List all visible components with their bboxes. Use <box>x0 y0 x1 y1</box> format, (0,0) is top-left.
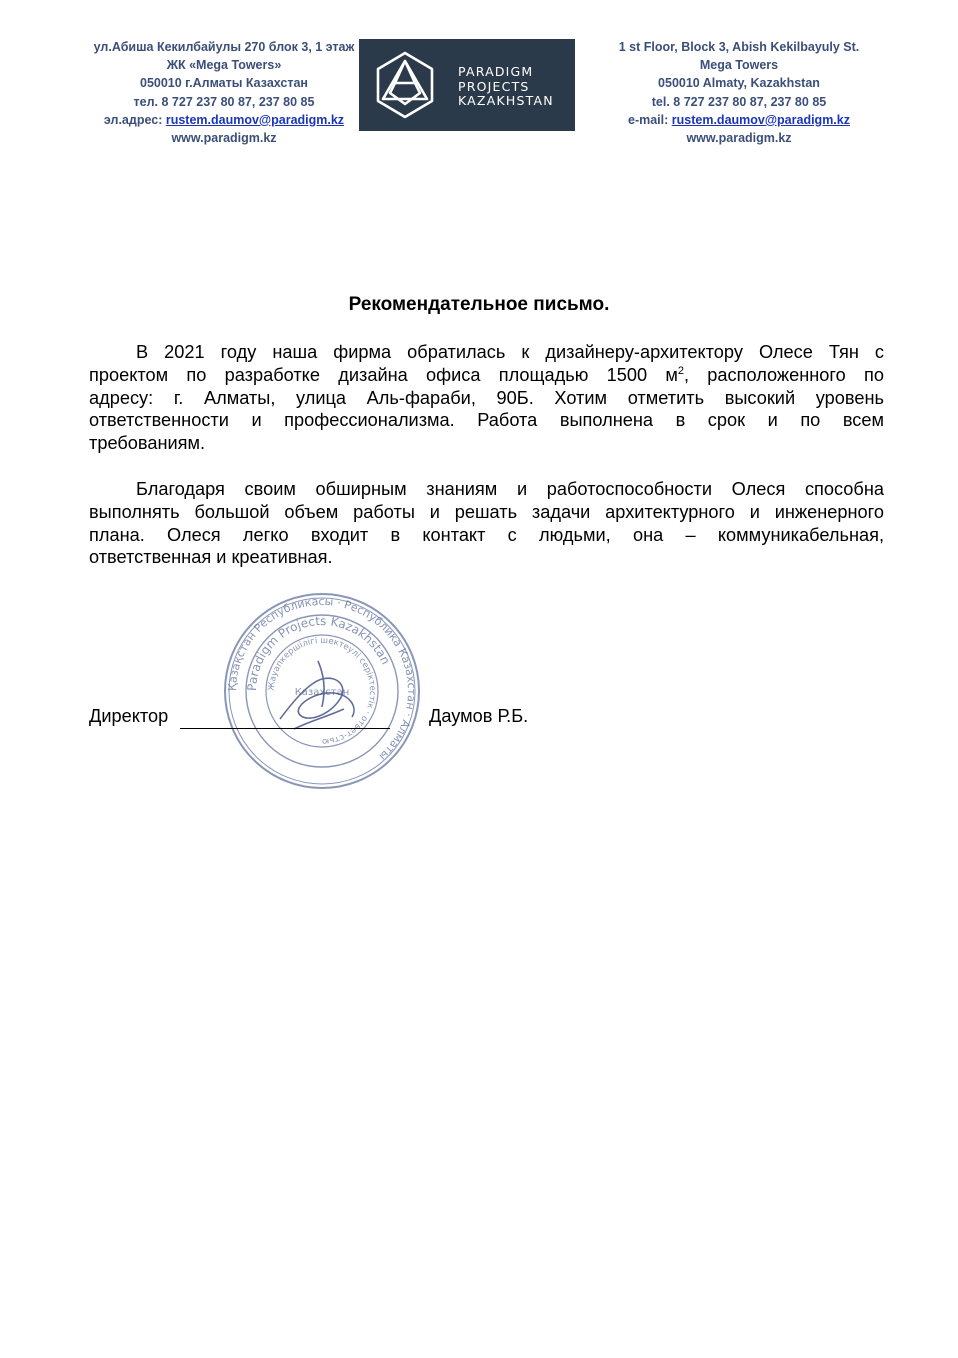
address-building: ЖК «Mega Towers» <box>166 58 282 73</box>
address-email-line <box>48 111 400 129</box>
paragraph-line: В 2021 году наша фирма обратилась к дизайнеру-архитектору Олесе Тян с <box>136 342 884 362</box>
address-building: Mega Towers <box>699 58 779 73</box>
signature-line <box>180 728 390 729</box>
header-address-ru <box>48 38 400 147</box>
signature-role: Директор <box>89 706 169 726</box>
seal-center-text: Казахстан <box>294 687 350 698</box>
address-phone: tel. 8 727 237 80 87, 237 80 85 <box>651 94 827 109</box>
paragraph-2 <box>89 478 884 569</box>
email-label: e-mail: <box>628 112 669 127</box>
paragraph-line: Благодаря своим обширным знаниям и работоспособности Олеся способна <box>136 479 884 499</box>
company-logo <box>359 39 575 131</box>
logo-wordmark <box>458 65 554 109</box>
signatory-name: Даумов Р.Б. <box>429 706 529 726</box>
address-street: ул.Абиша Кекилбайулы 270 блок 3, 1 этаж <box>93 40 355 54</box>
paragraph-line: плана. Олеся легко входит в контакт с людьми, она – коммуникабельная, <box>89 524 884 545</box>
address-street: 1 st Floor, Block 3, Abish Kekilbayuly St. <box>618 40 860 54</box>
paragraph-line <box>89 364 884 387</box>
logo-line-1: PARADIGM <box>458 64 534 79</box>
logo-line-2: PROJECTS <box>458 78 530 94</box>
address-city: 050010 г.Алматы Казахстан <box>140 76 308 91</box>
paragraph-line: ответственности и профессионализма. Работа выполнена в срок и по всем <box>89 410 884 431</box>
seal-inner-text: Жауапкершілігі шектеулі серіктестік · ответ-стью <box>266 635 378 747</box>
paragraph-1 <box>89 341 884 455</box>
text-part: , расположенного по <box>683 364 884 385</box>
website: www.paradigm.kz <box>686 131 792 146</box>
seal-outer-text: Қазақстан Республикасы · Республика Казахстан · Алматы <box>225 594 419 764</box>
text-part: проектом по разработке дизайна офиса площадью 1500 м <box>89 364 678 385</box>
paragraph-line: адресу: г. Алматы, улица Аль-фараби, 90Б. Хотим отметить высокий уровень <box>89 387 884 408</box>
address-phone: тел. 8 727 237 80 87, 237 80 85 <box>133 94 315 109</box>
letter-title: Рекомендательное письмо. <box>348 294 610 315</box>
email-link[interactable]: rustem.daumov@paradigm.kz <box>671 112 850 127</box>
header-address-en <box>560 38 918 147</box>
paragraph-line: ответственная и креативная. <box>89 547 333 568</box>
company-seal <box>222 591 422 791</box>
paragraph-line: требованиям. <box>89 433 206 454</box>
website: www.paradigm.kz <box>171 131 277 146</box>
superscript: 2 <box>677 364 684 377</box>
logo-polyhedron-icon <box>369 49 441 121</box>
paragraph-line: выполнять большой объем работы и решать задачи архитектурного и инженерного <box>89 501 884 522</box>
seal-middle-text: Paradigm Projects Kazakhstan <box>244 613 393 692</box>
signature-scribble <box>280 661 354 729</box>
email-link[interactable]: rustem.daumov@paradigm.kz <box>165 112 345 127</box>
address-email-line <box>560 111 918 129</box>
email-label: эл.адрес: <box>103 112 163 127</box>
address-city: 050010 Almaty, Kazakhstan <box>658 76 820 91</box>
logo-line-3: KAZAKHSTAN <box>458 93 554 108</box>
